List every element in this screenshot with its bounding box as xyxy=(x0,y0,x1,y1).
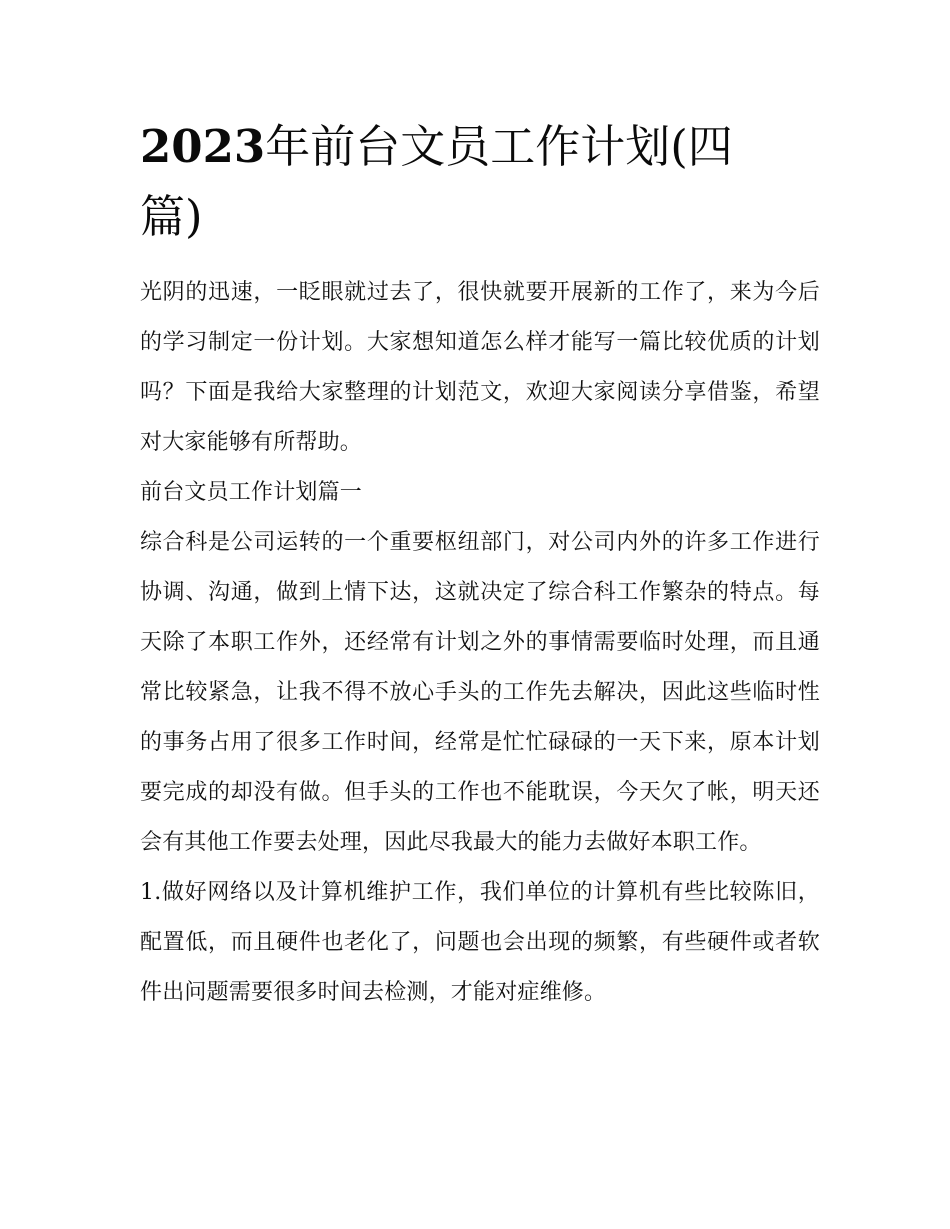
list-item-paragraph: 1.做好网络以及计算机维护工作，我们单位的计算机有些比较陈旧，配置低，而且硬件也老化了，问题也会出现的频繁，有些硬件或者软件出问题需要很多时间去检测，才能对症维修。 xyxy=(140,880,820,1005)
document-title xyxy=(140,112,790,252)
document-content xyxy=(140,112,820,1018)
title-text: 年前台文员工作计划(四篇) xyxy=(140,120,733,243)
body-paragraph: 综合科是公司运转的一个重要枢纽部门，对公司内外的许多工作进行协调、沟通，做到上情下达，这就决定了综合科工作繁杂的特点。每天除了本职工作外，还经常有计划之外的事情需要临时处理，而且通常比较紧急，让我不得不放心手头的工作先去解决，因此这些临时性的事务占用了很多工作时间，经常是忙忙碌碌的一天下来，原本计划要完成的却没有做。但手头的工作也不能耽误，今天欠了帐，明天还会有其他工作要去处理，因此尽我最大的能力去做好本职工作。 xyxy=(140,530,820,855)
intro-paragraph: 光阴的迅速，一眨眼就过去了，很快就要开展新的工作了，来为今后的学习制定一份计划。大家想知道怎么样才能写一篇比较优质的计划吗？下面是我给大家整理的计划范文，欢迎大家阅读分享借鉴，希望对大家能够有所帮助。 xyxy=(140,280,820,455)
section-heading: 前台文员工作计划篇一 xyxy=(140,480,363,505)
document-body xyxy=(140,268,820,1018)
title-year: 2023 xyxy=(140,120,266,173)
